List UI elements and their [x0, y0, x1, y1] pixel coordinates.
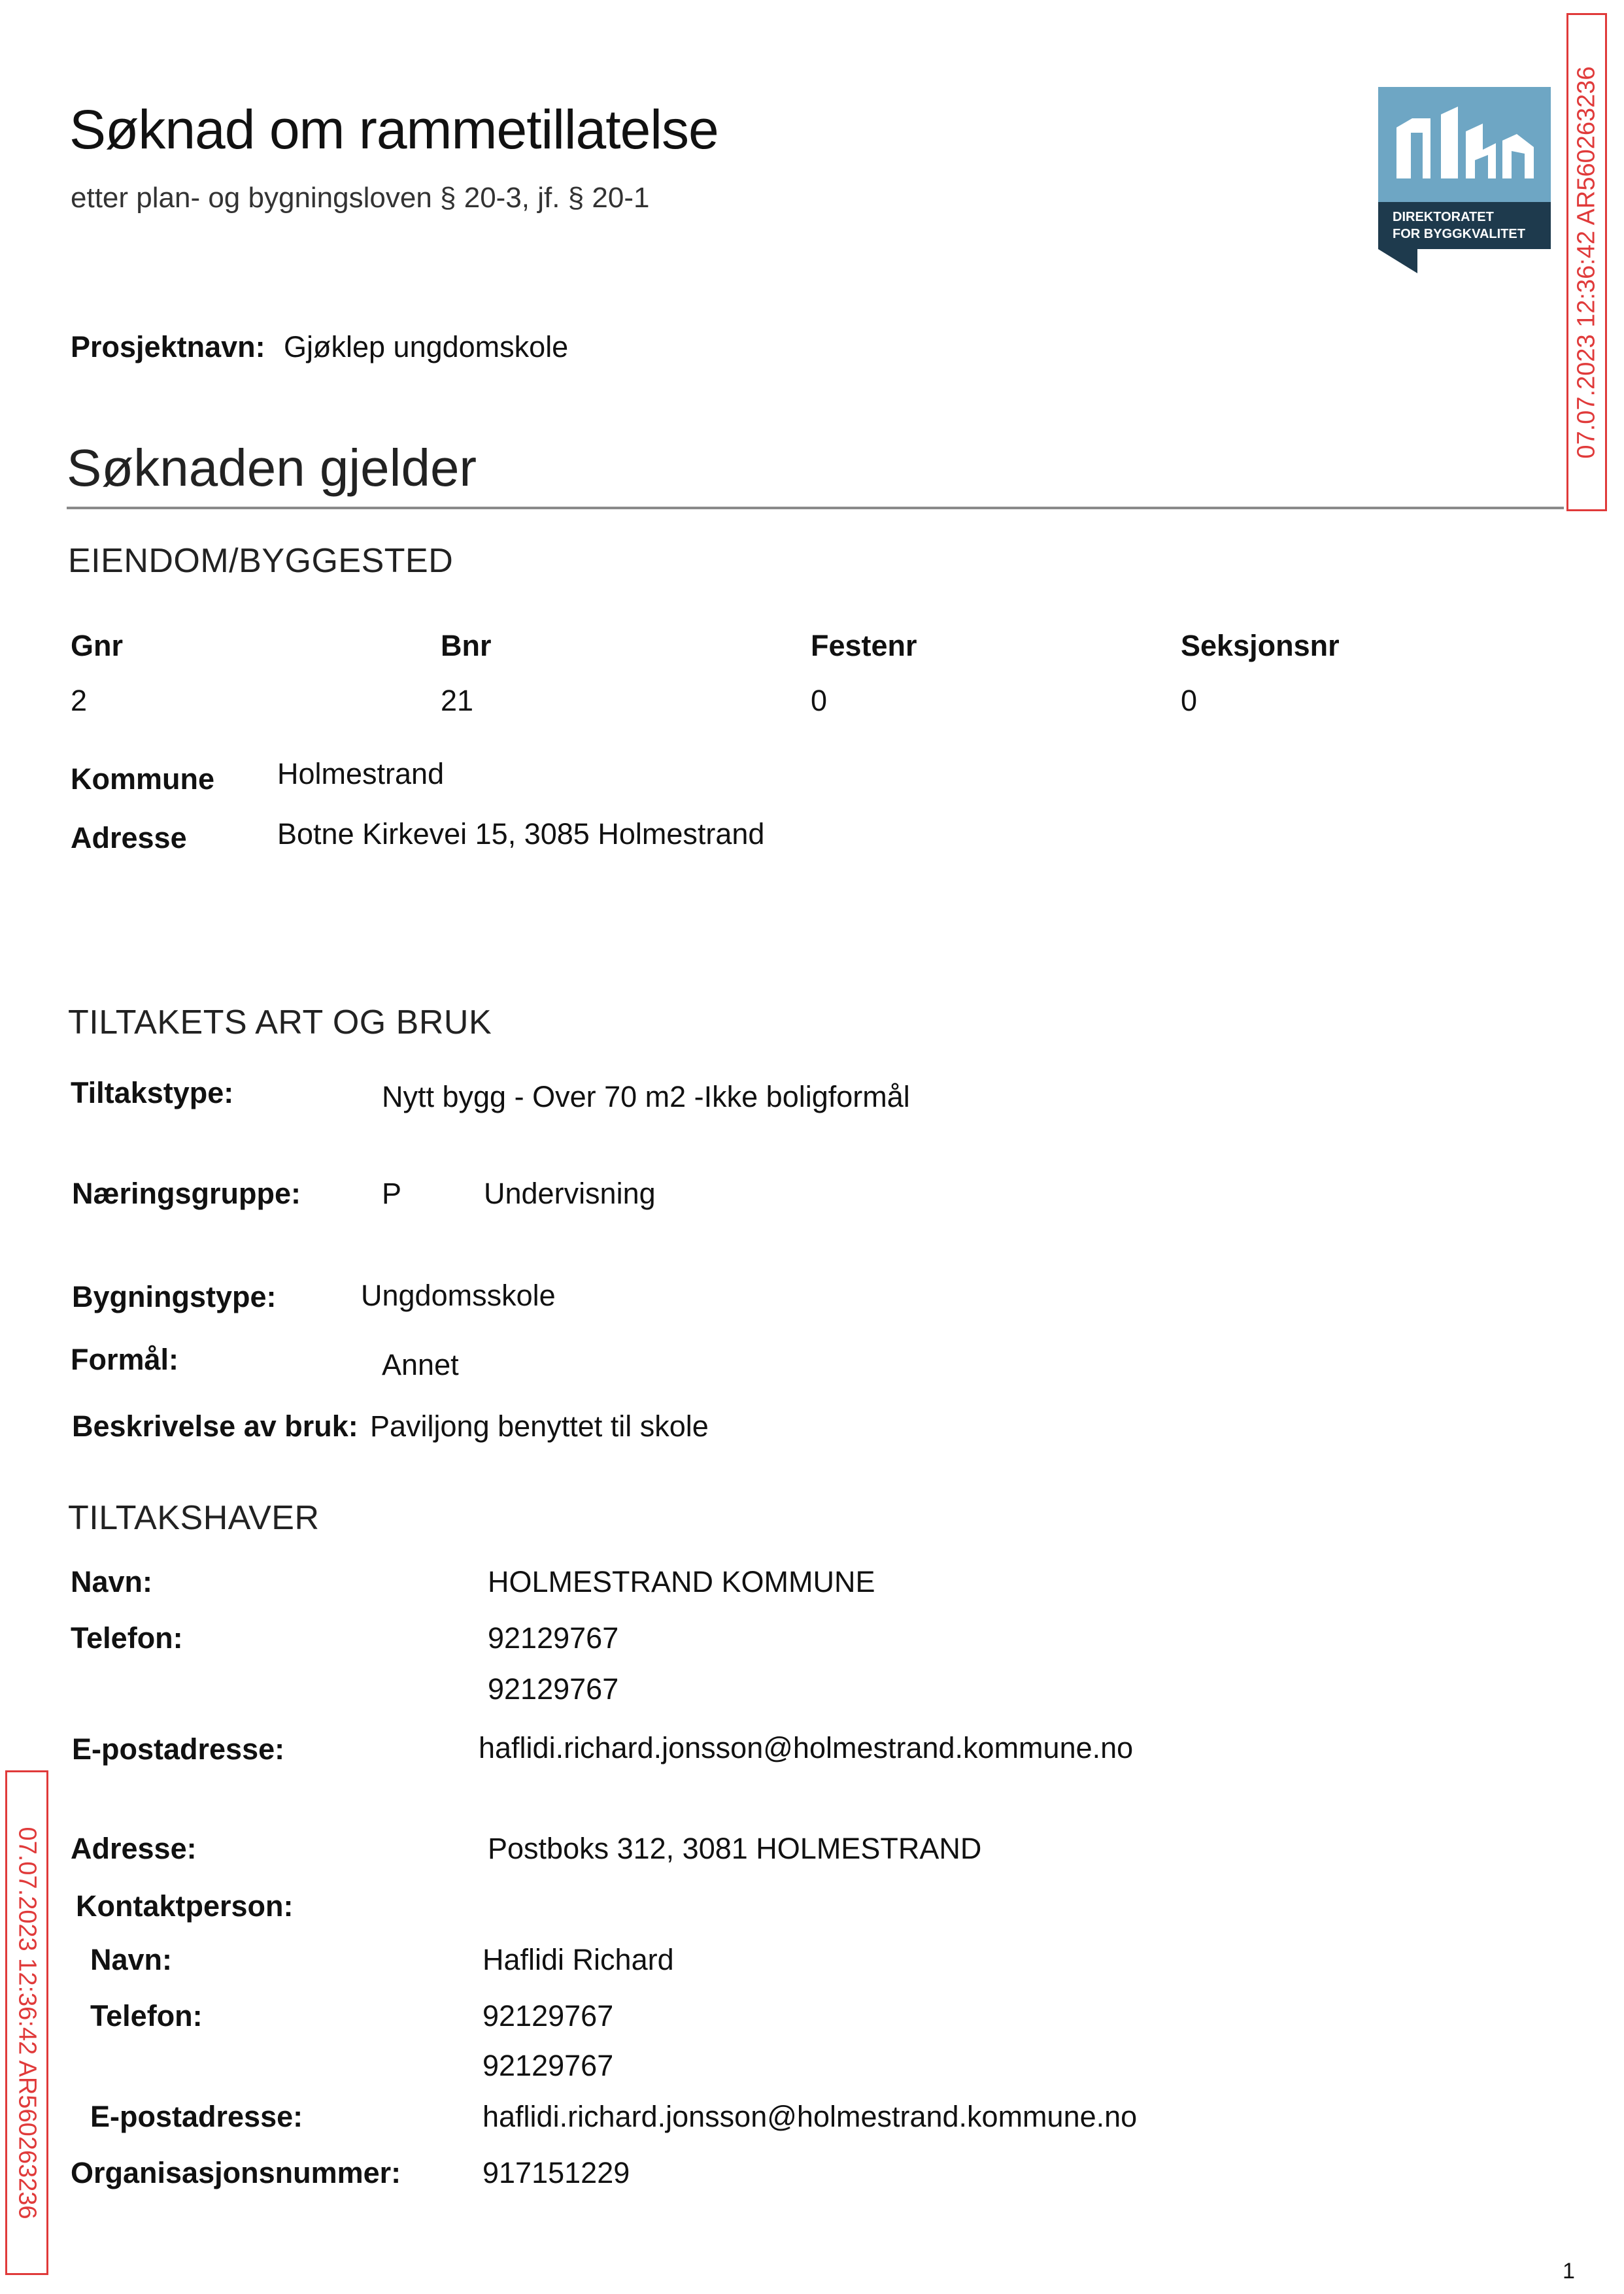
epost-label: E-postadresse: — [72, 1732, 285, 1766]
eiendom-heading: EIENDOM/BYGGESTED — [68, 542, 454, 580]
telefon-value-2: 92129767 — [488, 1672, 619, 1706]
gnr-label: Gnr — [71, 629, 124, 662]
bygningstype-value: Ungdomsskole — [361, 1279, 556, 1312]
tiltak-heading: TILTAKETS ART OG BRUK — [68, 1004, 492, 1041]
kommune-label: Kommune — [71, 762, 215, 796]
document-title: Søknad om rammetillatelse — [69, 99, 719, 160]
gnr-value: 2 — [71, 684, 88, 717]
archive-stamp-top — [1566, 13, 1607, 511]
epost-value: haflidi.richard.jonsson@holmestrand.kommune.no — [479, 1731, 1134, 1764]
telefon-value-1: 92129767 — [488, 1621, 619, 1655]
kontakt-navn-label: Navn: — [90, 1943, 173, 1976]
tiltakshaver-adresse-label: Adresse: — [71, 1832, 197, 1865]
archive-stamp-bottom-text: 07.07.2023 12:36:42 AR560263236 — [13, 1826, 41, 2219]
bnr-value: 21 — [441, 684, 474, 717]
kontakt-epost-label: E-postadresse: — [90, 2100, 303, 2133]
tiltakshaver-heading: TILTAKSHAVER — [68, 1499, 320, 1537]
section-divider — [67, 507, 1564, 509]
naeringsgruppe-value: Undervisning — [484, 1177, 656, 1210]
adresse-value: Botne Kirkevei 15, 3085 Holmestrand — [277, 817, 765, 851]
tiltakstype-value: Nytt bygg - Over 70 m2 -Ikke boligformål — [382, 1080, 910, 1113]
orgnr-value: 917151229 — [482, 2156, 630, 2189]
formal-label: Formål: — [71, 1343, 179, 1376]
beskrivelse-value: Paviljong benyttet til skole — [370, 1409, 709, 1443]
logo-line1: DIREKTORATET — [1393, 210, 1494, 224]
tiltakshaver-adresse-value: Postboks 312, 3081 HOLMESTRAND — [488, 1832, 982, 1865]
kontakt-telefon-value-2: 92129767 — [482, 2049, 614, 2082]
festenr-label: Festenr — [811, 629, 917, 662]
kontakt-telefon-label: Telefon: — [90, 1999, 203, 2033]
adresse-label: Adresse — [71, 821, 187, 854]
beskrivelse-label: Beskrivelse av bruk: — [72, 1409, 358, 1443]
telefon-label: Telefon: — [71, 1621, 183, 1655]
kommune-value: Holmestrand — [277, 757, 445, 790]
kontakt-telefon-value-1: 92129767 — [482, 1999, 614, 2033]
festenr-value: 0 — [811, 684, 828, 717]
navn-label: Navn: — [71, 1565, 153, 1598]
dibk-logo — [1378, 87, 1551, 273]
bnr-label: Bnr — [441, 629, 492, 662]
naeringsgruppe-code: P — [382, 1177, 402, 1210]
section-title: Søknaden gjelder — [67, 439, 477, 497]
formal-value: Annet — [382, 1348, 459, 1381]
archive-stamp-bottom — [5, 1770, 48, 2275]
document-subtitle: etter plan- og bygningsloven § 20-3, jf. § 20-1 — [71, 182, 650, 214]
naeringsgruppe-label: Næringsgruppe: — [72, 1177, 301, 1210]
kontaktperson-label: Kontaktperson: — [76, 1889, 294, 1923]
logo-line2: FOR BYGGKVALITET — [1393, 227, 1525, 241]
seksjonsnr-value: 0 — [1181, 684, 1198, 717]
kontakt-epost-value: haflidi.richard.jonsson@holmestrand.kommune.no — [482, 2100, 1138, 2133]
dibk-logo-graphic — [1378, 87, 1551, 273]
kontakt-navn-value: Haflidi Richard — [482, 1943, 674, 1976]
orgnr-label: Organisasjonsnummer: — [71, 2156, 401, 2189]
navn-value: HOLMESTRAND KOMMUNE — [488, 1565, 875, 1598]
project-value: Gjøklep ungdomskole — [284, 330, 569, 363]
seksjonsnr-label: Seksjonsnr — [1181, 629, 1340, 662]
project-label: Prosjektnavn: — [71, 330, 265, 363]
page-number: 1 — [1563, 2259, 1575, 2284]
bygningstype-label: Bygningstype: — [72, 1280, 277, 1313]
archive-stamp-top-text: 07.07.2023 12:36:42 AR560263236 — [1572, 65, 1600, 459]
tiltakstype-label: Tiltakstype: — [71, 1076, 234, 1109]
